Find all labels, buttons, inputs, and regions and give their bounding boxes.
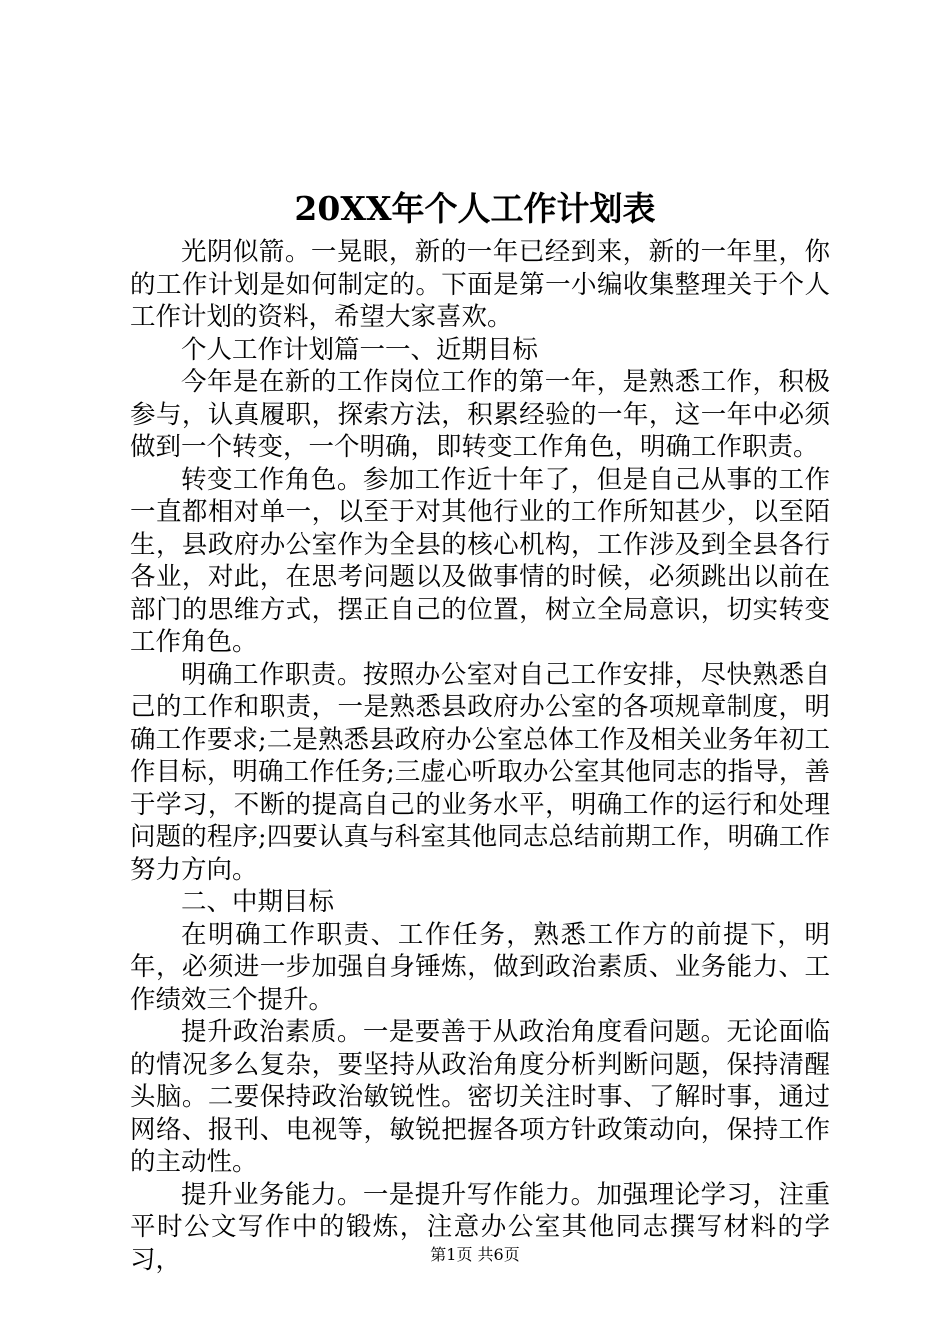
paragraph-duties: 明确工作职责。按照办公室对自己工作安排，尽快熟悉自己的工作和职责，一是熟悉县政府办公室的各项规章制度，明确工作要求;二是熟悉县政府办公室总体工作及相关业务年初工作目标，明确工作任务;三虚心听取办公室其他同志的指导，善于学习，不断的提高自己的业务水平，明确工作的运行和处理问题的程序;四要认真与科室其他同志总结前期工作，明确工作努力方向。 xyxy=(130,659,830,885)
paragraph-first-year: 今年是在新的工作岗位工作的第一年，是熟悉工作，积极参与，认真履职，探索方法，积累经验的一年，这一年中必须做到一个转变，一个明确，即转变工作角色，明确工作职责。 xyxy=(130,367,830,462)
paragraph-intro: 光阴似箭。一晃眼，新的一年已经到来，新的一年里，你的工作计划是如何制定的。下面是第一小编收集整理关于个人工作计划的资料，希望大家喜欢。 xyxy=(130,237,830,332)
paragraph-business-ability: 提升业务能力。一是提升写作能力。加强理论学习，注重平时公文写作中的锻炼，注意办公室其他同志撰写材料的学习， xyxy=(130,1179,830,1275)
section-heading-mid-term: 二、中期目标 xyxy=(181,887,335,917)
paragraph-role-change: 转变工作角色。参加工作近十年了，但是自己从事的工作一直都相对单一，以至于对其他行业的工作所知甚少，以至陌生，县政府办公室作为全县的核心机构，工作涉及到全县各行各业，对此，在思考问题以及做事情的时候，必须跳出以前在部门的思维方式，摆正自己的位置，树立全局意识，切实转变工作角色。 xyxy=(130,464,830,657)
paragraph-political-quality: 提升政治素质。一是要善于从政治角度看问题。无论面临的情况多么复杂，要坚持从政治角度分析判断问题，保持清醒头脑。二要保持政治敏锐性。密切关注时事、了解时事，通过网络、报刊、电视等，敏锐把握各项方针政策动向，保持工作的主动性。 xyxy=(130,1017,830,1177)
page-footer: 第1页 共6页 xyxy=(430,1245,520,1264)
document-body xyxy=(130,236,830,1276)
paragraph-mid-term-intro: 在明确工作职责、工作任务，熟悉工作方的前提下，明年，必须进一步加强自身锤炼，做到政治素质、业务能力、工作绩效三个提升。 xyxy=(130,919,830,1015)
document-title: 20XX年个人工作计划表 xyxy=(294,189,656,228)
section-heading-near-term: 个人工作计划篇一一、近期目标 xyxy=(181,334,539,365)
